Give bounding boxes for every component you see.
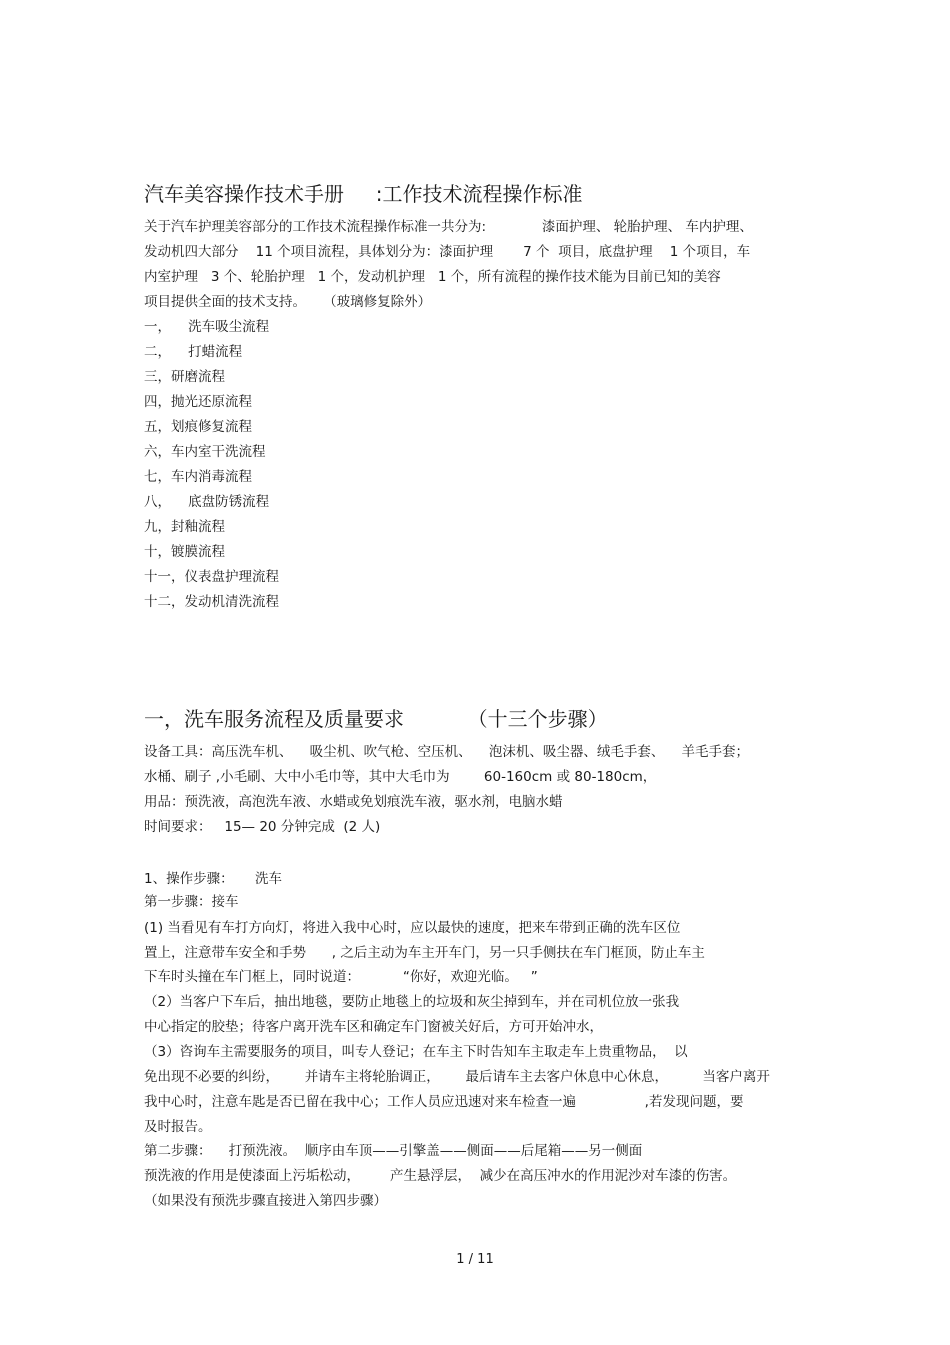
step-line: 1、操作步骤： 洗车	[144, 871, 283, 887]
toc-item: 一， 洗车吸尘流程	[144, 319, 270, 335]
toc-item: 八， 底盘防锈流程	[144, 494, 270, 510]
intro-line: 关于汽车护理美容部分的工作技术流程操作标准一共分为: 漆面护理、 轮胎护理、 车内护理、	[144, 219, 753, 235]
toc-item: 四，抛光还原流程	[144, 394, 252, 410]
page-number: 1 / 11	[456, 1252, 494, 1267]
step-line: 第二步骤： 打预洗液。 顺序由车顶——引擎盖——侧面——后尾箱——另一侧面	[144, 1143, 643, 1159]
toc-item: 九，封釉流程	[144, 519, 225, 535]
step-line: 及时报告。	[144, 1119, 212, 1135]
step-line: (1) 当看见有车打方向灯，将进入我中心时，应以最快的速度，把来车带到正确的洗车区位	[144, 920, 681, 936]
toc-item: 三，研磨流程	[144, 369, 225, 385]
toc-item: 五，划痕修复流程	[144, 419, 252, 435]
toc-item: 十一，仪表盘护理流程	[144, 569, 279, 585]
toc-item: 十，镀膜流程	[144, 544, 225, 560]
equipment-line: 时间要求： 15— 20 分钟完成 (2 人)	[144, 819, 381, 835]
toc-item: 六，车内室干洗流程	[144, 444, 266, 460]
equipment-line: 设备工具：高压洗车机、 吸尘机、吹气枪、空压机、 泡沫机、吸尘器、绒毛手套、 羊毛手套；	[144, 744, 749, 760]
toc-item: 二， 打蜡流程	[144, 344, 243, 360]
document-title: 汽车美容操作技术手册 :工作技术流程操作标准	[144, 182, 583, 206]
step-line: 置上，注意带车安全和手势 , 之后主动为车主开车门，另一只手侧扶在车门框顶，防止车主	[144, 945, 705, 961]
section-title: 一，洗车服务流程及质量要求 （十三个步骤）	[144, 707, 608, 731]
step-line: （如果没有预洗步骤直接进入第四步骤）	[144, 1193, 387, 1209]
step-line: （2）当客户下车后，抽出地毯，要防止地毯上的垃圾和灰尘掉到车，并在司机位放一张我	[144, 994, 680, 1010]
step-line: 中心指定的胶垫；待客户离开洗车区和确定车门窗被关好后，方可开始冲水，	[144, 1019, 603, 1035]
intro-line: 发动机四大部分 11 个项目流程，具体划分为：漆面护理 7 个 项目，底盘护理 1 个项目，车	[144, 244, 751, 260]
step-line: （3）咨询车主需要服务的项目，叫专人登记；在车主下时告知车主取走车上贵重物品， 以	[144, 1044, 688, 1060]
step-line: 第一步骤：接车	[144, 894, 239, 910]
step-line: 免出现不必要的纠纷， 并请车主将轮胎调正， 最后请车主去客户休息中心休息， 当客户离开	[144, 1069, 770, 1085]
equipment-line: 用品：预洗液，高泡洗车液、水蜡或免划痕洗车液，驱水剂，电脑水蜡	[144, 794, 563, 810]
step-line: 预洗液的作用是使漆面上污垢松动， 产生悬浮层， 减少在高压冲水的作用泥沙对车漆的伤害。	[144, 1168, 737, 1184]
intro-line: 项目提供全面的技术支持。 （玻璃修复除外）	[144, 294, 432, 310]
step-line: 我中心时，注意车匙是否已留在我中心；工作人员应迅速对来车检查一遍 ,若发现问题，要	[144, 1094, 744, 1110]
intro-line: 内室护理 3 个、轮胎护理 1 个，发动机护理 1 个，所有流程的操作技术能为目前已知的美容	[144, 269, 721, 285]
equipment-line: 水桶、刷子 ,小毛刷、大中小毛巾等，其中大毛巾为 60-160cm 或 80-180cm，	[144, 769, 657, 785]
toc-item: 七，车内消毒流程	[144, 469, 252, 485]
toc-item: 十二，发动机清洗流程	[144, 594, 279, 610]
step-line: 下车时头撞在车门框上，同时说道： “你好，欢迎光临。 ”	[144, 969, 538, 985]
